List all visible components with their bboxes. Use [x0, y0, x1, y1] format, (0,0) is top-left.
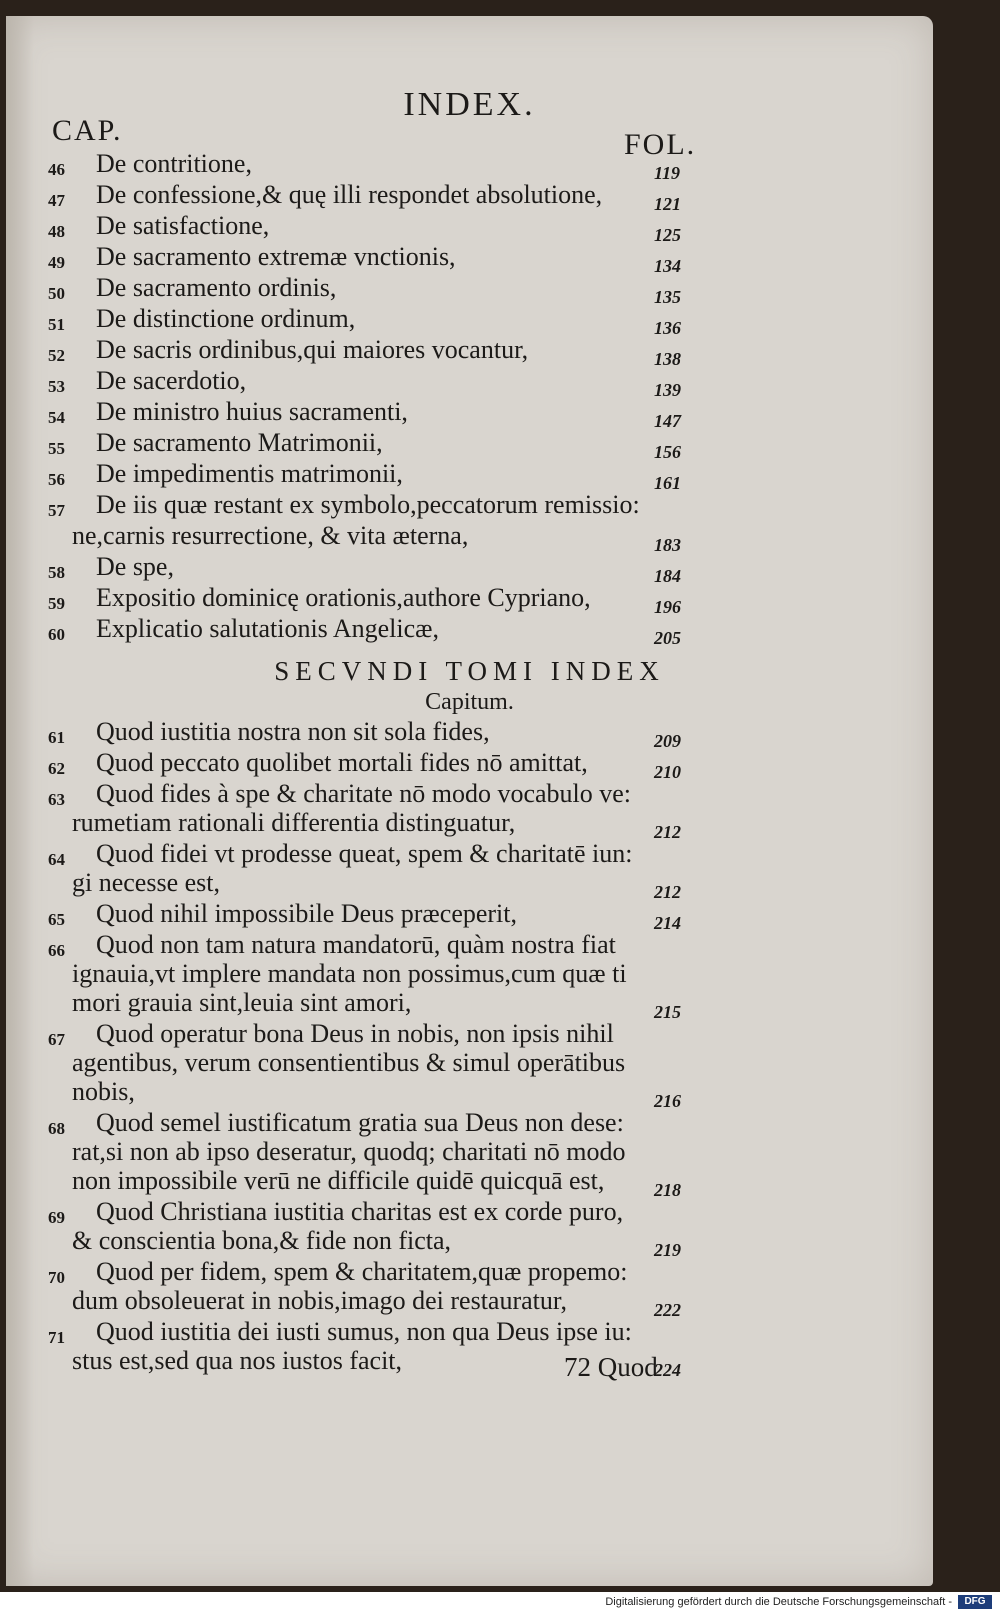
entry-text-line: & conscientia bona,& fide non ficta,: [72, 1226, 452, 1255]
chapter-number: 57: [48, 501, 65, 520]
column-head-folio: FOL.: [624, 128, 697, 161]
page-gutter-shadow: [6, 16, 34, 1586]
column-head-chapter: CAP.: [52, 114, 123, 147]
entry-text-line: De sacramento ordinis,: [96, 273, 337, 302]
folio-number: 125: [654, 225, 681, 245]
entry-text-line: De impedimentis matrimonii,: [96, 459, 403, 488]
folio-number: 218: [654, 1180, 681, 1200]
entry-text-line: De sacris ordinibus,qui maiores vocantur,: [96, 335, 529, 364]
entry-text-line: De spe,: [96, 552, 174, 581]
entry-text-line: agentibus, verum consentientibus & simul operātibus: [72, 1048, 626, 1077]
chapter-number: 70: [48, 1268, 65, 1287]
entry-text-line: De sacerdotio,: [96, 366, 247, 395]
entry-text-line: rumetiam rationali differentia distinguatur,: [72, 808, 516, 837]
chapter-number: 51: [48, 315, 65, 334]
entry-text-line: Quod operatur bona Deus in nobis, non ipsis nihil: [96, 1019, 614, 1048]
folio-number: 219: [654, 1240, 681, 1260]
entry-text-line: rat,si non ab ipso deseratur, quodq; charitati nō modo: [72, 1137, 626, 1166]
chapter-number: 59: [48, 594, 65, 613]
chapter-number: 67: [48, 1030, 65, 1049]
chapter-number: 66: [48, 941, 65, 960]
chapter-number: 61: [48, 728, 65, 747]
folio-number: 147: [654, 411, 681, 431]
entry-text-line: De contritione,: [96, 149, 252, 178]
entry-text-line: gi necesse est,: [72, 868, 221, 897]
chapter-number: 47: [48, 191, 65, 210]
folio-number: 135: [654, 287, 681, 307]
folio-number: 119: [654, 163, 681, 183]
entry-text-line: Quod Christiana iustitia charitas est ex corde puro,: [96, 1197, 624, 1226]
folio-number: 214: [654, 913, 681, 933]
entry-text-line: ignauia,vt implere mandata non possimus,cum quæ ti: [72, 959, 627, 988]
entry-text-line: De confessione,& quę illi respondet absolutione,: [96, 180, 603, 209]
folio-number: 138: [654, 349, 681, 369]
chapter-number: 58: [48, 563, 65, 582]
chapter-number: 50: [48, 284, 65, 303]
folio-number: 215: [654, 1002, 681, 1022]
dfg-logo: DFG: [958, 1595, 992, 1609]
running-head: INDEX.: [403, 86, 536, 123]
folio-number: 210: [654, 762, 681, 782]
chapter-number: 48: [48, 222, 65, 241]
folio-number: 121: [654, 194, 681, 214]
chapter-number: 54: [48, 408, 65, 427]
folio-number: 212: [654, 822, 681, 842]
entry-text-line: De iis quæ restant ex symbolo,peccatorum remissio:: [96, 490, 640, 519]
folio-number: 184: [654, 566, 681, 586]
entry-text-line: De sacramento extremæ vnctionis,: [96, 242, 456, 271]
chapter-number: 68: [48, 1119, 65, 1138]
folio-number: 224: [654, 1360, 681, 1380]
folio-number: 222: [654, 1300, 681, 1320]
folio-number: 136: [654, 318, 681, 338]
section-subtitle: Capitum.: [425, 689, 514, 715]
chapter-number: 71: [48, 1328, 65, 1347]
entry-text-line: De distinctione ordinum,: [96, 304, 356, 333]
chapter-number: 63: [48, 790, 65, 809]
entry-text-line: De sacramento Matrimonii,: [96, 428, 383, 457]
folio-number: 205: [654, 628, 681, 648]
entry-text-line: Quod per fidem, spem & charitatem,quæ propemo:: [96, 1257, 628, 1286]
entry-text-line: Quod fidei vt prodesse queat, spem & charitatē iun:: [96, 839, 633, 868]
chapter-number: 64: [48, 850, 65, 869]
folio-number: 134: [654, 256, 681, 276]
folio-number: 209: [654, 731, 681, 751]
entry-text-line: De satisfactione,: [96, 211, 270, 240]
entry-text-line: dum obsoleuerat in nobis,imago dei restauratur,: [72, 1286, 568, 1315]
chapter-number: 46: [48, 160, 65, 179]
entry-text-line: Quod fides à spe & charitate nō modo vocabulo ve:: [96, 779, 632, 808]
entry-text-line: Quod peccato quolibet mortali fides nō amittat,: [96, 748, 588, 777]
chapter-number: 55: [48, 439, 65, 458]
chapter-number: 53: [48, 377, 65, 396]
entry-text-line: stus est,sed qua nos iustos facit,: [72, 1346, 403, 1375]
chapter-number: 69: [48, 1208, 65, 1227]
book-page: [6, 16, 933, 1586]
entry-text-line: De ministro huius sacramenti,: [96, 397, 408, 426]
chapter-number: 60: [48, 625, 65, 644]
folio-number: 161: [654, 473, 681, 493]
chapter-number: 65: [48, 910, 65, 929]
entry-text-line: Quod semel iustificatum gratia sua Deus non dese:: [96, 1108, 624, 1137]
folio-number: 216: [654, 1091, 681, 1111]
entry-text-line: ne,carnis resurrectione, & vita æterna,: [72, 521, 469, 550]
entry-text-line: Quod non tam natura mandatorū, quàm nostra fiat: [96, 930, 616, 959]
section-title: SECVNDI TOMI INDEX: [274, 656, 665, 686]
chapter-number: 49: [48, 253, 65, 272]
entry-text-line: mori grauia sint,leuia sint amori,: [72, 988, 412, 1017]
entry-text-line: Quod nihil impossibile Deus præceperit,: [96, 899, 518, 928]
folio-number: 183: [654, 535, 681, 555]
digitization-footer: [0, 1592, 1000, 1613]
chapter-number: 62: [48, 759, 65, 778]
chapter-number: 56: [48, 470, 65, 489]
chapter-number: 52: [48, 346, 65, 365]
entry-text-line: Quod iustitia dei iusti sumus, non qua Deus ipse iu:: [96, 1317, 632, 1346]
footer-credit: Digitalisierung gefördert durch die Deutsche Forschungsgemeinschaft -: [605, 1596, 952, 1608]
folio-number: 139: [654, 380, 681, 400]
folio-number: 212: [654, 882, 681, 902]
entry-text-line: nobis,: [72, 1077, 135, 1106]
entry-text-line: Explicatio salutationis Angelicæ,: [96, 614, 440, 643]
folio-number: 196: [654, 597, 681, 617]
folio-number: 156: [654, 442, 681, 462]
entry-text-line: non impossibile verū ne difficile quidē quicquā est,: [72, 1166, 605, 1195]
entry-text-line: Expositio dominicę orationis,authore Cypriano,: [96, 583, 591, 612]
catchword: 72 Quod: [564, 1352, 658, 1382]
entry-text-line: Quod iustitia nostra non sit sola fides,: [96, 717, 490, 746]
